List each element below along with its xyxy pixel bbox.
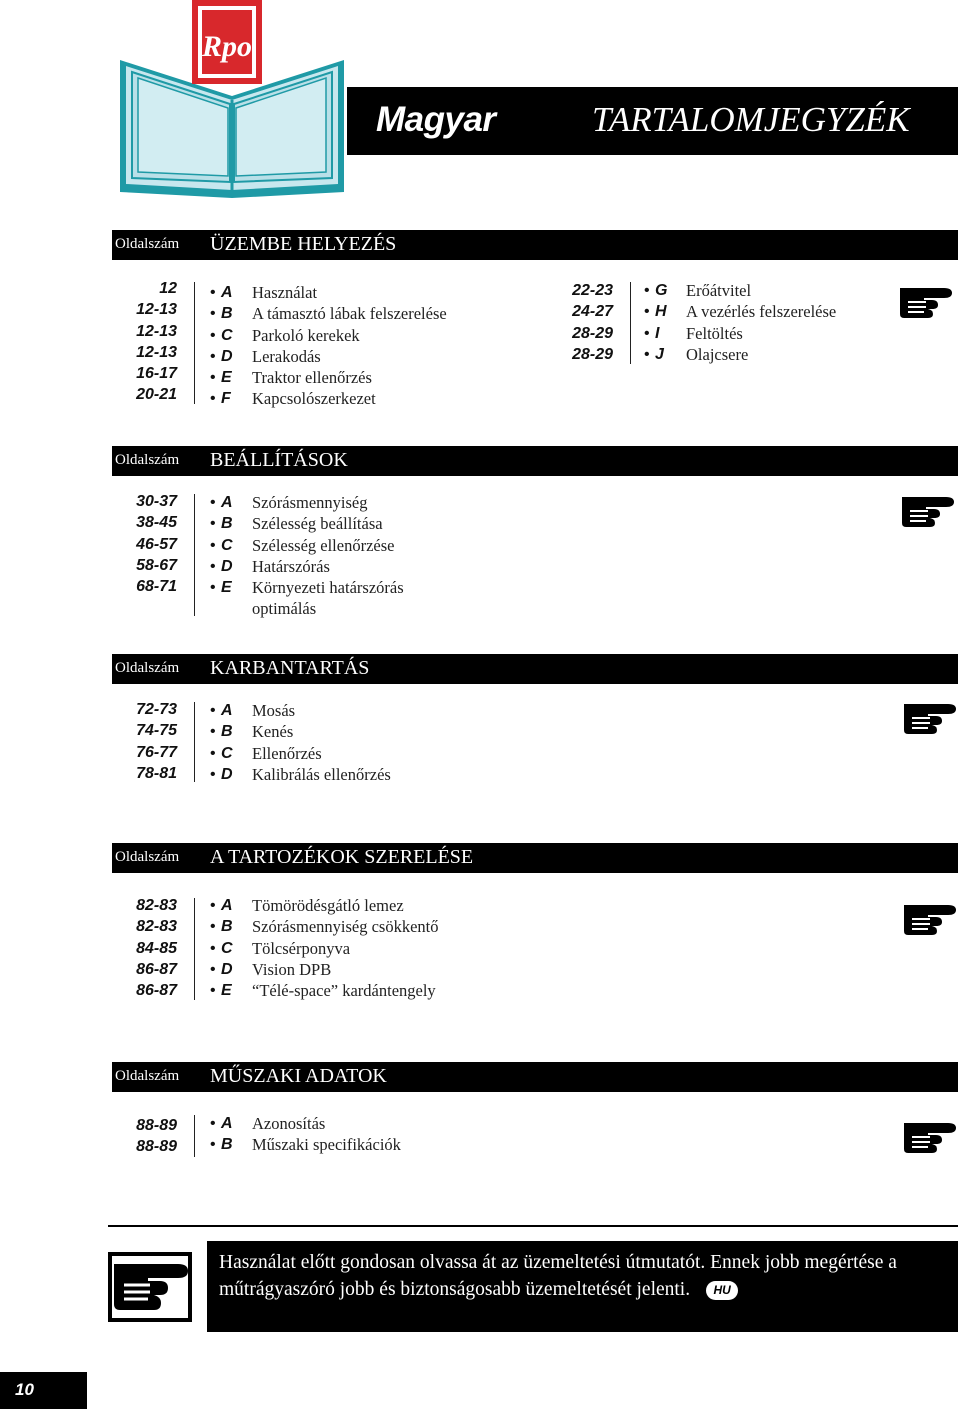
page-number: 76-77 [136,743,177,761]
svg-text:Rpo: Rpo [201,30,253,63]
toc-item[interactable]: • B Szórásmennyiség csökkentő [210,917,439,937]
page-number: 46-57 [136,535,177,553]
toc-item[interactable]: • J Olajcsere [644,344,749,364]
toc-item-continuation: optimálás [252,599,317,619]
toc-item[interactable]: • H A vezérlés felszerelése [644,302,837,322]
toc-item[interactable]: • E Környezeti határszórás [210,578,404,598]
divider-line [194,494,195,616]
page-number: 28-29 [572,324,613,342]
toc-item[interactable]: • B Szélesség beállítása [210,514,383,534]
section-header-uzembe [112,230,958,260]
page-numbers [112,895,177,1001]
toc-item[interactable]: • D Vision DPB [210,959,332,979]
toc-item-label: Vision DPB [252,959,332,979]
page-number: 16-17 [136,365,177,383]
toc-item-label: A vezérlés felszerelése [686,302,837,322]
toc-item-label: Traktor ellenőrzés [252,368,372,388]
page-numbers [548,280,613,365]
toc-item[interactable]: • A Szórásmennyiség [210,493,368,512]
toc-item[interactable]: • D Határszórás [210,556,330,576]
toc-item[interactable]: • B A támasztó lábak felszerelése [210,304,447,324]
page-number: 72-73 [136,701,177,718]
page-number: 88-89 [136,1138,177,1156]
page-number: 12-13 [136,301,177,319]
notice-text: Használat előtt gondosan olvassa át az üzemeltetési útmutatót. Ennek jobb megértése a műtrágyaszóró jobb és biztonságosabb üzemeltetését jelenti. HU [219,1252,897,1300]
section-title: ÜZEMBE HELYEZÉS [210,233,397,255]
page-column-label: Oldalszám [115,1068,180,1084]
toc-item[interactable]: • C Parkoló kerekek [210,325,360,345]
toc-item-label: Kenés [252,722,294,742]
toc-item[interactable]: • A Tömörödésgátló lemez [210,896,404,915]
toc-item-label: Ellenőrzés [252,743,322,763]
page-numbers [112,1115,177,1158]
toc-item[interactable]: • B Műszaki specifikációk [210,1135,401,1155]
toc-item[interactable]: • C Tölcsérponyva [210,938,351,958]
divider-line [194,282,195,404]
toc-list [210,1113,540,1156]
section-title: KARBANTARTÁS [210,657,370,679]
pointing-hand-icon [108,1252,192,1322]
toc-item-label: Azonosítás [252,1114,326,1133]
pointing-hand-icon [900,489,956,533]
section-header-beallitasok [112,446,958,476]
manual-book-logo-icon [112,0,372,205]
page-column-label: Oldalszám [115,452,180,468]
page-column-label: Oldalszám [115,236,180,252]
page-number: 78-81 [136,764,177,782]
page-number: 10 [15,1380,34,1399]
page-number: 28-29 [572,345,613,363]
toc-list [210,700,540,785]
toc-item[interactable]: • C Szélesség ellenőrzése [210,535,395,555]
page-number: 12-13 [136,343,177,361]
divider-line [194,1115,195,1157]
toc-item[interactable]: • F Kapcsolószerkezet [210,389,376,409]
language-label: Magyar [376,100,496,139]
toc-item[interactable]: • C Ellenőrzés [210,743,322,763]
toc-item-label: Környezeti határszórás [252,578,404,598]
separator-rule [108,1225,958,1227]
toc-item-label: Feltöltés [686,323,743,343]
divider-line [630,282,631,364]
toc-item[interactable]: • A Használat [210,283,318,302]
section-title: MŰSZAKI ADATOK [210,1065,387,1087]
toc-item-label: “Télé-space” kardántengely [252,981,436,1001]
toc-item[interactable]: • D Lerakodás [210,346,321,366]
toc-item[interactable]: • A Mosás [210,701,296,720]
page-number: 20-21 [136,386,177,404]
section-header-tartozekok [112,843,958,873]
page-numbers [112,278,177,406]
pointing-hand-icon [902,1115,958,1159]
toc-item-label: Tölcsérponyva [252,938,351,958]
divider-line [194,702,195,782]
toc-item[interactable]: • G Erőátvitel [644,281,752,300]
toc-item-label: Tömörödésgátló lemez [252,896,404,915]
toc-list [210,282,540,410]
page-number: 88-89 [136,1117,177,1134]
page-numbers [112,491,177,597]
notice-box [207,1241,958,1332]
toc-item-label: Lerakodás [252,346,321,366]
toc-list [210,895,540,1001]
page-number: 84-85 [136,939,177,957]
section-header-muszaki [112,1062,958,1092]
section-title: A TARTOZÉKOK SZERELÉSE [210,846,474,868]
toc-item-label: Határszórás [252,556,330,576]
toc-item-label: Kapcsolószerkezet [252,389,376,409]
page-numbers [112,699,177,784]
page-number: 24-27 [572,303,613,321]
page-number: 38-45 [136,514,177,532]
page-title: TARTALOMJEGYZÉK [592,100,910,139]
toc-item[interactable]: • E “Télé-space” kardántengely [210,981,436,1001]
toc-item[interactable]: • A Azonosítás [210,1114,326,1133]
pointing-hand-icon [902,897,958,941]
toc-item[interactable]: • I Feltöltés [644,323,743,343]
toc-item[interactable]: • E Traktor ellenőrzés [210,368,372,388]
toc-item-label: Szórásmennyiség csökkentő [252,917,439,937]
toc-item-label: Erőátvitel [686,281,752,300]
page-number: 86-87 [136,960,177,978]
page-number: 22-23 [572,282,613,299]
page-number: 74-75 [136,722,177,740]
pointing-hand-icon [902,696,958,740]
toc-item-label: Kalibrálás ellenőrzés [252,764,391,784]
page-column-label: Oldalszám [115,849,180,865]
language-badge: HU [706,1281,738,1300]
toc-item-label: Mosás [252,701,296,720]
page-number: 12-13 [136,322,177,340]
page-column-label: Oldalszám [115,660,180,676]
toc-list [210,492,540,620]
toc-list [644,280,884,365]
section-header-karbantartas [112,654,958,684]
divider-line [194,898,195,1000]
page-number: 68-71 [136,578,177,596]
toc-item-label: Parkoló kerekek [252,325,360,345]
page-number-box [0,1372,87,1409]
page-number: 58-67 [136,556,177,574]
toc-item[interactable]: • B Kenés [210,722,294,742]
toc-item-label: Szórásmennyiség [252,493,368,512]
section-title: BEÁLLÍTÁSOK [210,449,348,471]
toc-item-label: A támasztó lábak felszerelése [252,304,447,324]
page-number: 30-37 [136,493,177,510]
toc-item[interactable]: • D Kalibrálás ellenőrzés [210,764,391,784]
toc-item-label: Szélesség ellenőrzése [252,535,395,555]
toc-item-label: Olajcsere [686,344,749,364]
page-number: 12 [159,280,177,297]
page-number: 82-83 [136,897,177,914]
page-number: 82-83 [136,918,177,936]
page-number: 86-87 [136,982,177,1000]
toc-item-label: Használat [252,283,318,302]
toc-item-label: Szélesség beállítása [252,514,383,534]
toc-item-label: Műszaki specifikációk [252,1135,401,1155]
pointing-hand-icon [898,280,954,324]
